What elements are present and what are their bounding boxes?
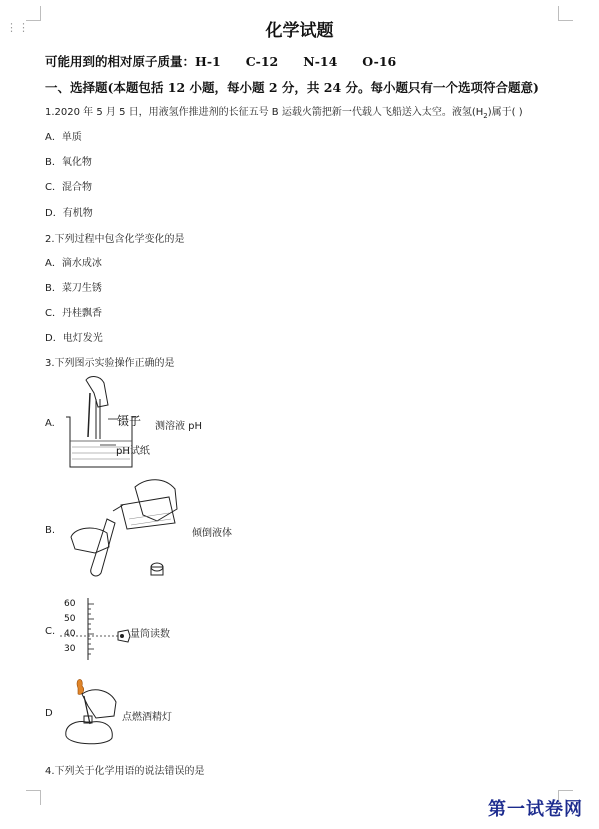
question-stem-text: 1.2020 年 5 月 5 日，用液氢作推进剂的长征五号 B 运载火箭把新一代载人飞船送入太空。液氢(H xyxy=(45,107,484,118)
cylinder-tick-label: 40 xyxy=(64,629,76,639)
q3-option-c-letter: C. xyxy=(45,626,56,637)
q3-option-b-letter: B. xyxy=(45,525,56,536)
ph-paper-label: pH试纸 xyxy=(116,446,150,457)
q2-option-d: D．电灯发光 xyxy=(45,333,103,344)
q3-option-d-letter: D xyxy=(45,708,53,719)
atomic-mass: O-16 xyxy=(362,54,397,69)
q1-option-a: A．单质 xyxy=(45,132,82,143)
question-4-stem: 4.下列关于化学用语的说法错误的是 xyxy=(45,766,205,777)
q3-option-d-caption: 点燃酒精灯 xyxy=(122,712,172,723)
drag-handle-icon[interactable]: ⋮⋮ xyxy=(6,21,30,34)
q3-option-c-caption: 量筒读数 xyxy=(130,629,170,640)
q3-option-a-caption: 测溶液 pH xyxy=(155,421,203,432)
atomic-mass: N-14 xyxy=(303,54,338,69)
pouring-liquid-illustration xyxy=(65,475,190,585)
q1-option-b: B．氧化物 xyxy=(45,157,92,168)
question-1-stem xyxy=(45,103,565,120)
cylinder-tick-label: 30 xyxy=(64,644,76,654)
page-corner-mark xyxy=(26,790,41,805)
page-title: 化学试题 xyxy=(265,21,334,41)
cylinder-tick-label: 60 xyxy=(64,599,76,609)
question-2-stem: 2.下列过程中包含化学变化的是 xyxy=(45,234,185,245)
atomic-masses-label: 可能用到的相对原子质量： xyxy=(45,54,196,69)
atomic-masses-line xyxy=(45,52,421,70)
section-heading: 一、选择题(本题包括 12 小题，每小题 2 分，共 24 分。每小题只有一个选项符合题意) xyxy=(45,80,539,95)
question-3-stem: 3.下列图示实验操作正确的是 xyxy=(45,358,175,369)
cylinder-tick-label: 50 xyxy=(64,614,76,624)
alcohol-lamp-illustration xyxy=(60,676,126,748)
q3-option-b-caption: 倾倒液体 xyxy=(192,528,232,539)
q1-option-c: C．混合物 xyxy=(45,182,92,193)
q3-option-a-letter: A. xyxy=(45,418,55,429)
tweezers-label: 镊子 xyxy=(117,414,142,428)
site-watermark: 第一试卷网 xyxy=(488,799,583,820)
q2-option-a: A．滴水成冰 xyxy=(45,258,102,269)
atomic-mass: H-1 xyxy=(195,54,221,69)
subscript: 2 xyxy=(483,112,488,120)
q2-option-c: C．丹桂飘香 xyxy=(45,308,102,319)
q2-option-b: B．菜刀生锈 xyxy=(45,283,102,294)
q1-option-d: D．有机物 xyxy=(45,208,93,219)
atomic-mass: C-12 xyxy=(245,54,279,69)
question-stem-tail: )属于( ) xyxy=(487,107,523,118)
